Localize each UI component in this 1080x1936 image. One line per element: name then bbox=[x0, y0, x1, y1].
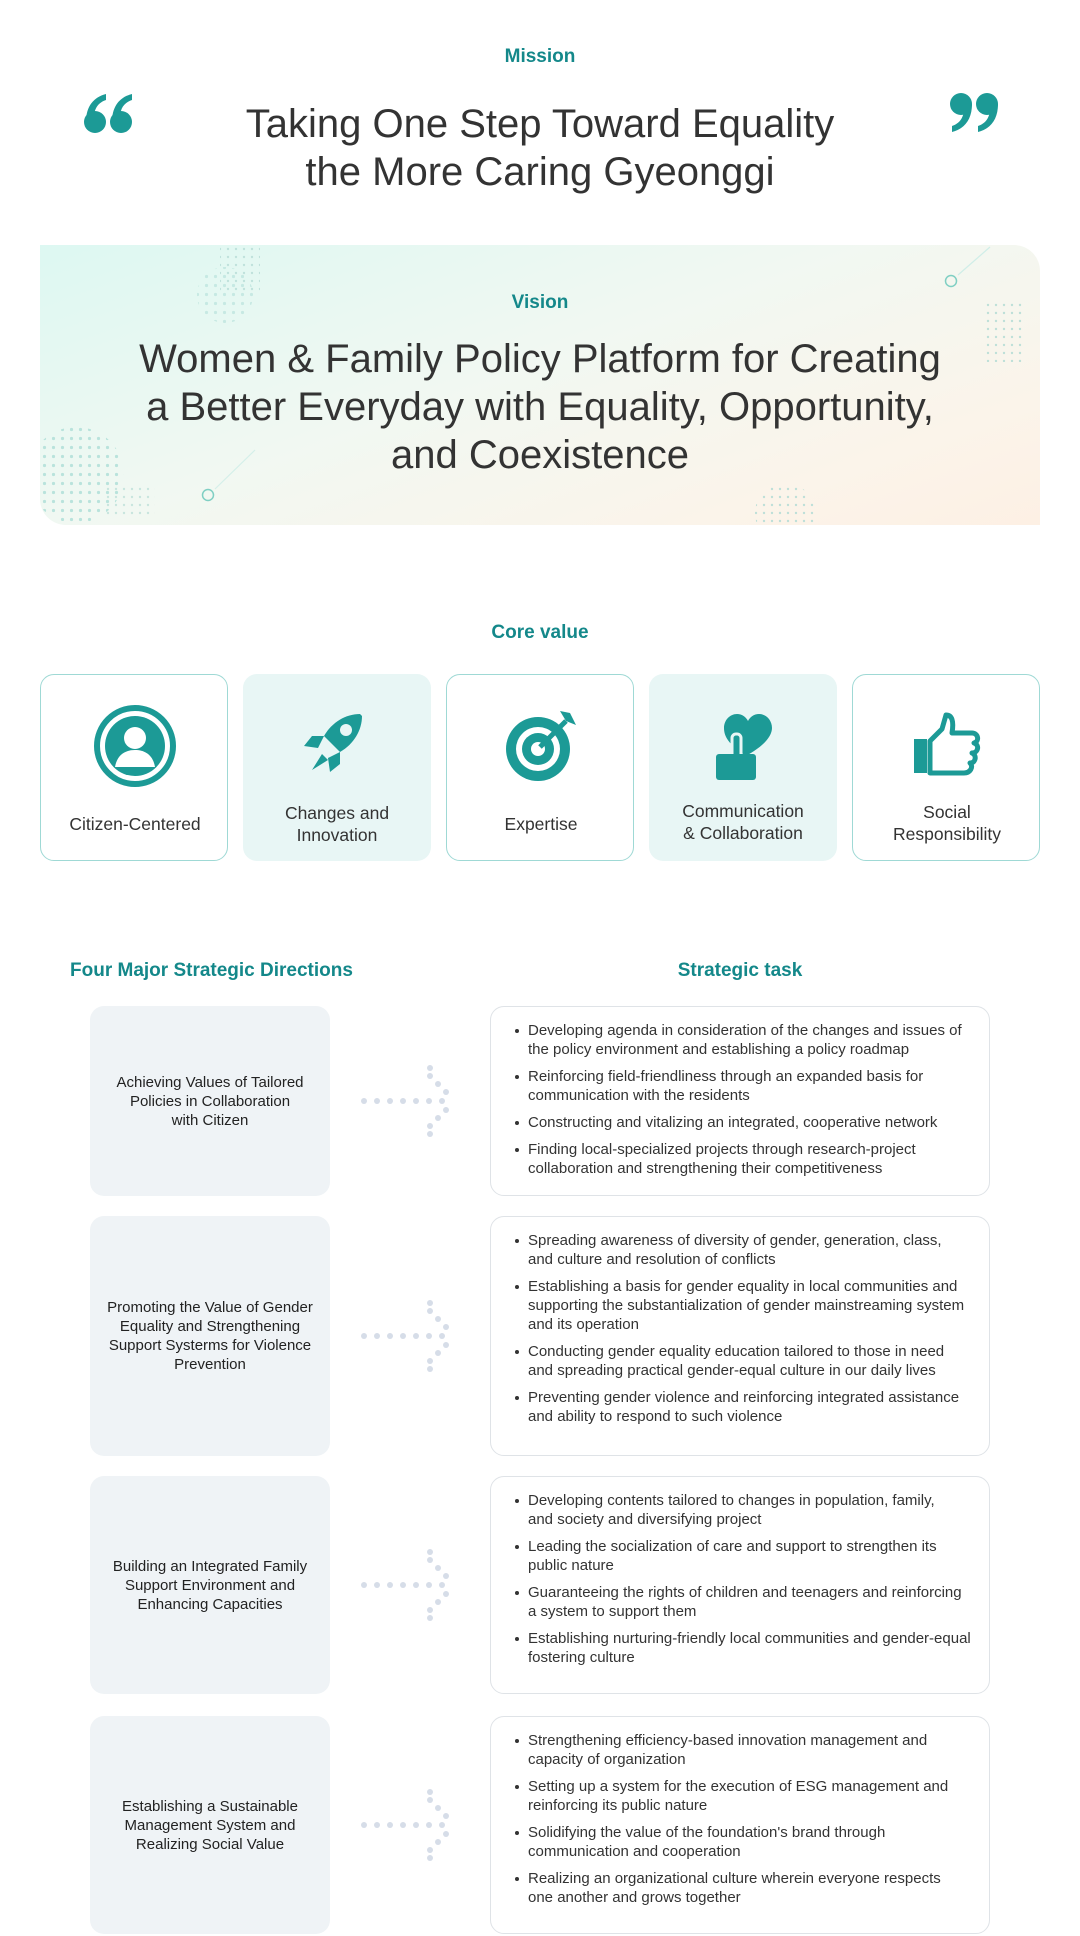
strategic-task-box bbox=[490, 1476, 990, 1694]
arrow-dot bbox=[426, 1822, 432, 1828]
vision-title-line: a Better Everyday with Equality, Opportunity, bbox=[146, 385, 934, 429]
core-value-label-line: Responsibility bbox=[893, 824, 1001, 844]
task-line: Guaranteeing the rights of children and teenagers and reinforcing bbox=[528, 1584, 962, 1601]
arrow-dot bbox=[400, 1582, 406, 1588]
arrow-dot bbox=[361, 1333, 367, 1339]
task-item bbox=[513, 1629, 975, 1667]
heart-hand-icon bbox=[702, 704, 784, 786]
arrow-dot bbox=[427, 1300, 433, 1306]
mission-title bbox=[200, 100, 880, 196]
task-line: Solidifying the value of the foundation's brand through bbox=[528, 1824, 886, 1841]
task-line: a system to support them bbox=[528, 1603, 697, 1620]
task-line: Constructing and vitalizing an integrated, cooperative network bbox=[528, 1114, 938, 1131]
arrow-dot bbox=[443, 1813, 449, 1819]
core-value-label-line: Communication bbox=[682, 801, 804, 821]
direction-line: Policies in Collaboration bbox=[129, 1092, 291, 1110]
task-line: and ability to respond to such violence bbox=[528, 1408, 783, 1425]
core-value-label-line: Social bbox=[923, 802, 971, 822]
arrow-dot bbox=[374, 1333, 380, 1339]
task-line: Establishing nurturing-friendly local communities and gender-equal bbox=[528, 1630, 971, 1647]
core-value-label-line: Innovation bbox=[296, 825, 378, 845]
core-value-label: Citizen-Centered bbox=[69, 814, 201, 834]
arrow-dot bbox=[435, 1316, 441, 1322]
arrow-dot bbox=[387, 1822, 393, 1828]
core-value-label: Core value bbox=[491, 622, 589, 643]
direction-line: Promoting the Value of Gender bbox=[107, 1299, 313, 1316]
arrow-dot bbox=[387, 1098, 393, 1104]
strategic-direction-box bbox=[90, 1476, 330, 1694]
arrow-dot bbox=[413, 1582, 419, 1588]
direction-line: Building an Integrated Family bbox=[112, 1557, 308, 1575]
arrow-dot bbox=[427, 1073, 433, 1079]
arrow-dot bbox=[374, 1582, 380, 1588]
task-line: Establishing a basis for gender equality in local communities and bbox=[528, 1278, 958, 1295]
task-line: collaboration and strengthening their competitiveness bbox=[528, 1160, 883, 1177]
core-value-card-communication bbox=[649, 674, 837, 861]
arrow-dot bbox=[361, 1822, 367, 1828]
arrow-dot bbox=[435, 1115, 441, 1121]
arrow-dot bbox=[439, 1822, 445, 1828]
arrow-dot bbox=[427, 1131, 433, 1137]
task-line: Preventing gender violence and reinforcing integrated assistance bbox=[528, 1389, 960, 1406]
arrow-dot bbox=[439, 1582, 445, 1588]
vision-title bbox=[100, 335, 980, 479]
target-icon bbox=[500, 705, 582, 787]
direction-line: Enhancing Capacities bbox=[137, 1595, 283, 1613]
task-item bbox=[513, 1140, 975, 1178]
open-quote-icon bbox=[82, 92, 142, 136]
rocket-icon bbox=[296, 704, 378, 786]
arrow-dot bbox=[426, 1333, 432, 1339]
task-item bbox=[513, 1731, 975, 1769]
task-item bbox=[513, 1823, 975, 1861]
direction-line: Achieving Values of Tailored bbox=[116, 1073, 304, 1091]
task-line: supporting the substantialization of gender mainstreaming system bbox=[528, 1297, 965, 1314]
direction-line: Support Systerms for Violence bbox=[108, 1337, 312, 1354]
strategic-direction-box bbox=[90, 1006, 330, 1196]
task-line: Realizing an organizational culture wherein everyone respects bbox=[528, 1870, 941, 1887]
arrow-dot bbox=[413, 1333, 419, 1339]
arrow-dot bbox=[435, 1839, 441, 1845]
dotted-arrow-icon bbox=[358, 1547, 462, 1623]
arrow-dot bbox=[443, 1831, 449, 1837]
arrow-dot bbox=[443, 1324, 449, 1330]
direction-line: Establishing a Sustainable bbox=[122, 1797, 298, 1815]
arrow-dot bbox=[435, 1599, 441, 1605]
task-line: public nature bbox=[528, 1557, 614, 1574]
task-line: Leading the socialization of care and support to strengthen its bbox=[528, 1538, 937, 1555]
core-value-card-changes-innovation bbox=[243, 674, 431, 861]
arrow-dot bbox=[427, 1847, 433, 1853]
arrow-dot bbox=[435, 1350, 441, 1356]
strategic-task-box bbox=[490, 1006, 990, 1196]
arrow-dot bbox=[427, 1855, 433, 1861]
core-value-label: Expertise bbox=[504, 814, 578, 834]
task-line: the policy environment and establishing a policy roadmap bbox=[528, 1041, 910, 1058]
task-line: and culture and resolution of conflicts bbox=[528, 1251, 776, 1268]
direction-line: Support Environment and bbox=[124, 1576, 296, 1594]
arrow-dot bbox=[427, 1065, 433, 1071]
task-item bbox=[513, 1388, 975, 1426]
mission-title-line: the More Caring Gyeonggi bbox=[305, 150, 775, 194]
task-line: Setting up a system for the execution of ESG management and bbox=[528, 1778, 949, 1795]
task-line: reinforcing its public nature bbox=[528, 1797, 708, 1814]
task-line: one another and grows together bbox=[528, 1889, 741, 1906]
direction-line: with Citizen bbox=[171, 1111, 249, 1129]
vision-title-line: Women & Family Policy Platform for Creating bbox=[139, 337, 941, 381]
task-item bbox=[513, 1537, 975, 1575]
task-line: communication and cooperation bbox=[528, 1843, 741, 1860]
arrow-dot bbox=[427, 1607, 433, 1613]
vision-title-line: and Coexistence bbox=[391, 433, 689, 477]
dotted-arrow-icon bbox=[358, 1063, 462, 1139]
arrow-dot bbox=[427, 1366, 433, 1372]
core-value-card-citizen-centered bbox=[40, 674, 228, 861]
arrow-dot bbox=[427, 1358, 433, 1364]
arrow-dot bbox=[387, 1582, 393, 1588]
strategic-direction-box bbox=[90, 1216, 330, 1456]
task-line: Reinforcing field-friendliness through an expanded basis for bbox=[528, 1068, 924, 1085]
arrow-dot bbox=[443, 1089, 449, 1095]
direction-line: Prevention bbox=[174, 1356, 246, 1373]
vision-label: Vision bbox=[511, 292, 569, 313]
core-value-label bbox=[247, 802, 427, 846]
arrow-dot bbox=[443, 1591, 449, 1597]
task-item bbox=[513, 1021, 975, 1059]
task-line: Developing contents tailored to changes in population, family, bbox=[528, 1492, 935, 1509]
core-value-label bbox=[857, 801, 1037, 845]
arrow-dot bbox=[400, 1333, 406, 1339]
core-value-card-social-responsibility bbox=[852, 674, 1040, 861]
direction-line: Equality and Strengthening bbox=[119, 1318, 301, 1335]
task-line: fostering culture bbox=[528, 1649, 635, 1666]
arrow-dot bbox=[435, 1565, 441, 1571]
core-value-label-line: Changes and bbox=[284, 803, 390, 823]
strategic-task-heading: Strategic task bbox=[677, 960, 803, 981]
task-item bbox=[513, 1067, 975, 1105]
dotted-arrow-icon bbox=[358, 1298, 462, 1374]
task-line: and society and diversifying project bbox=[528, 1511, 762, 1528]
dotted-arrow-icon bbox=[358, 1787, 462, 1863]
arrow-dot bbox=[443, 1342, 449, 1348]
arrow-dot bbox=[427, 1615, 433, 1621]
arrow-dot bbox=[413, 1098, 419, 1104]
task-item bbox=[513, 1583, 975, 1621]
arrow-dot bbox=[413, 1822, 419, 1828]
arrow-dot bbox=[427, 1123, 433, 1129]
strategic-task-box bbox=[490, 1716, 990, 1934]
close-quote-icon bbox=[948, 92, 1008, 136]
arrow-dot bbox=[374, 1822, 380, 1828]
task-item bbox=[513, 1777, 975, 1815]
arrow-dot bbox=[443, 1107, 449, 1113]
core-value-card-expertise bbox=[446, 674, 634, 861]
arrow-dot bbox=[439, 1333, 445, 1339]
arrow-dot bbox=[400, 1098, 406, 1104]
task-line: Strengthening efficiency-based innovation management and bbox=[528, 1732, 928, 1749]
task-line: Developing agenda in consideration of the changes and issues of bbox=[528, 1022, 962, 1039]
task-item bbox=[513, 1113, 975, 1132]
task-line: Finding local-specialized projects through research-project bbox=[528, 1141, 916, 1158]
task-item bbox=[513, 1277, 975, 1334]
core-value-label-line: & Collaboration bbox=[683, 823, 803, 843]
arrow-dot bbox=[427, 1789, 433, 1795]
citizen-icon bbox=[94, 705, 176, 787]
arrow-dot bbox=[435, 1081, 441, 1087]
arrow-dot bbox=[427, 1797, 433, 1803]
strategic-task-box bbox=[490, 1216, 990, 1456]
task-line: and spreading practical gender-equal culture in our daily lives bbox=[528, 1362, 936, 1379]
arrow-dot bbox=[426, 1582, 432, 1588]
arrow-dot bbox=[427, 1549, 433, 1555]
thumbs-up-icon bbox=[906, 705, 988, 787]
arrow-dot bbox=[426, 1098, 432, 1104]
direction-line: Management System and bbox=[124, 1816, 296, 1834]
task-item bbox=[513, 1231, 975, 1269]
task-item bbox=[513, 1342, 975, 1380]
task-line: Conducting gender equality education tailored to those in need bbox=[528, 1343, 945, 1360]
arrow-dot bbox=[387, 1333, 393, 1339]
task-item bbox=[513, 1491, 975, 1529]
arrow-dot bbox=[427, 1557, 433, 1563]
arrow-dot bbox=[427, 1308, 433, 1314]
strategic-directions-heading: Four Major Strategic Directions bbox=[70, 960, 353, 981]
arrow-dot bbox=[361, 1098, 367, 1104]
task-line: capacity of organization bbox=[528, 1751, 686, 1768]
arrow-dot bbox=[439, 1098, 445, 1104]
strategic-direction-box bbox=[90, 1716, 330, 1934]
mission-title-line: Taking One Step Toward Equality bbox=[245, 102, 835, 146]
arrow-dot bbox=[443, 1573, 449, 1579]
arrow-dot bbox=[361, 1582, 367, 1588]
task-line: Spreading awareness of diversity of gender, generation, class, bbox=[528, 1232, 942, 1249]
mission-label: Mission bbox=[504, 46, 576, 67]
direction-line: Realizing Social Value bbox=[135, 1835, 285, 1853]
task-line: communication with the residents bbox=[528, 1087, 750, 1104]
vision-panel bbox=[40, 245, 1040, 525]
arrow-dot bbox=[374, 1098, 380, 1104]
arrow-dot bbox=[400, 1822, 406, 1828]
arrow-dot bbox=[435, 1805, 441, 1811]
task-item bbox=[513, 1869, 975, 1907]
task-line: and its operation bbox=[528, 1316, 639, 1333]
core-value-label bbox=[653, 800, 833, 844]
